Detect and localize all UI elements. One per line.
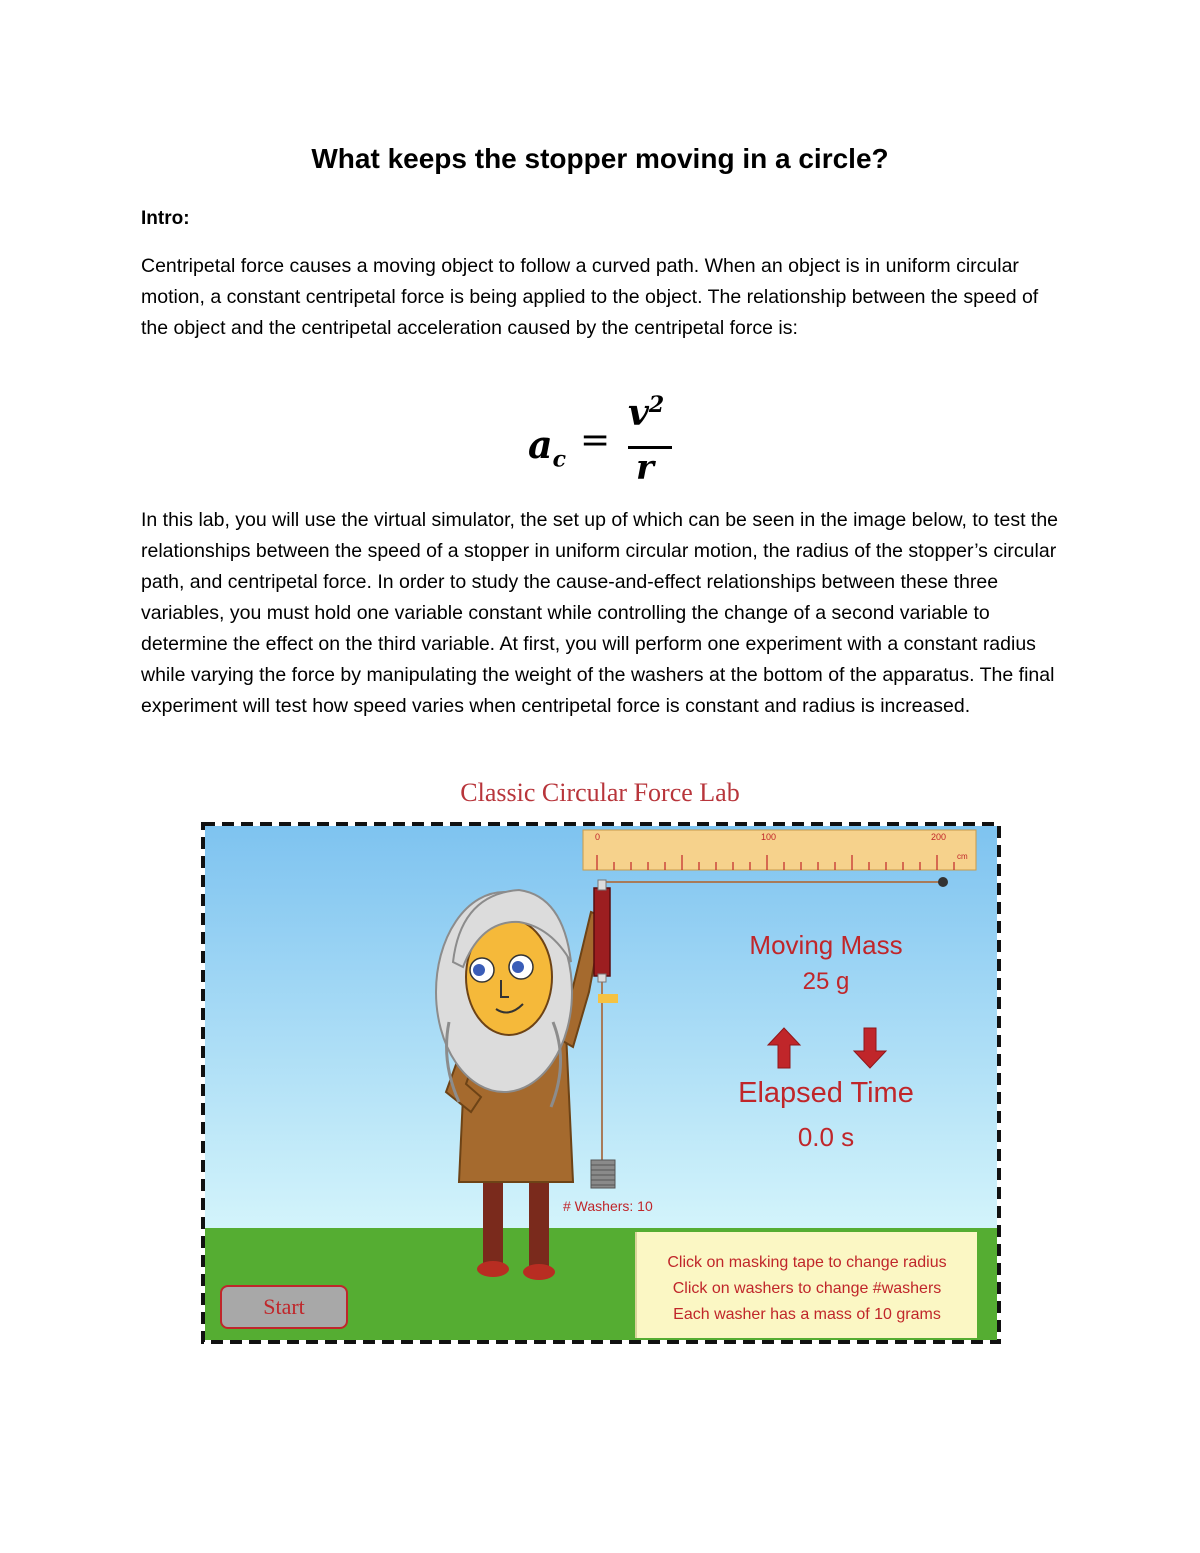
- moving-mass-value: 25 g: [802, 968, 850, 995]
- intro-label: Intro:: [141, 208, 190, 229]
- masking-tape[interactable]: [598, 994, 618, 1003]
- instruction-washer-mass: Each washer has a mass of 10 grams: [673, 1306, 941, 1323]
- formula-numerator: $v^2$: [628, 392, 665, 434]
- instruction-washers: Click on washers to change #washers: [672, 1280, 942, 1297]
- washer-stack[interactable]: [591, 1160, 615, 1188]
- centripetal-acceleration-formula: [520, 392, 690, 498]
- circular-force-simulator: [201, 822, 1001, 1344]
- moving-mass-label: Moving Mass: [749, 930, 903, 960]
- formula-equals: =: [580, 420, 611, 461]
- ruler-tick-200: 200: [931, 832, 947, 842]
- simulator-title: Classic Circular Force Lab: [460, 778, 740, 807]
- ruler[interactable]: [583, 830, 976, 870]
- instruction-radius: Click on masking tape to change radius: [667, 1254, 947, 1271]
- instructions-box: [635, 1232, 977, 1338]
- formula-lhs: $a_c$: [528, 422, 567, 473]
- document-title: What keeps the stopper moving in a circle?: [311, 143, 889, 174]
- lab-description-paragraph: In this lab, you will use the virtual simulator, the set up of which can be seen in the image below, to test the relationships between the speed of a stopper in uniform circular motion, the radius of the stopper’s circular path, and centripetal force. In order to study the cause-and-effect relationships between these three variables, you must hold one variable constant while controlling the change of a second variable to determine the effect on the third variable. At first, you will perform one experiment with a constant radius while varying the force by manipulating the weight of the washers at the bottom of the apparatus. The final experiment will test how speed varies when centripetal force is constant and radius is increased.: [141, 509, 1059, 717]
- intro-paragraph: Centripetal force causes a moving object to follow a curved path. When an object is in uniform circular motion, a constant centripetal force is being applied to the object. The relationship between the speed of the object and the centripetal acceleration caused by the centripetal force is:: [141, 255, 1039, 339]
- elapsed-time-label: Elapsed Time: [738, 1077, 914, 1109]
- ruler-unit: cm: [957, 852, 968, 861]
- ruler-tick-0: 0: [595, 832, 601, 842]
- formula-denominator: r: [636, 448, 654, 488]
- stopper: [938, 877, 948, 887]
- start-button[interactable]: Start: [220, 1285, 348, 1329]
- spring-scale-tube: [594, 880, 610, 982]
- elapsed-time-value: 0.0 s: [797, 1122, 855, 1152]
- washer-count-label: # Washers: 10: [563, 1198, 653, 1214]
- ruler-tick-100: 100: [761, 832, 777, 842]
